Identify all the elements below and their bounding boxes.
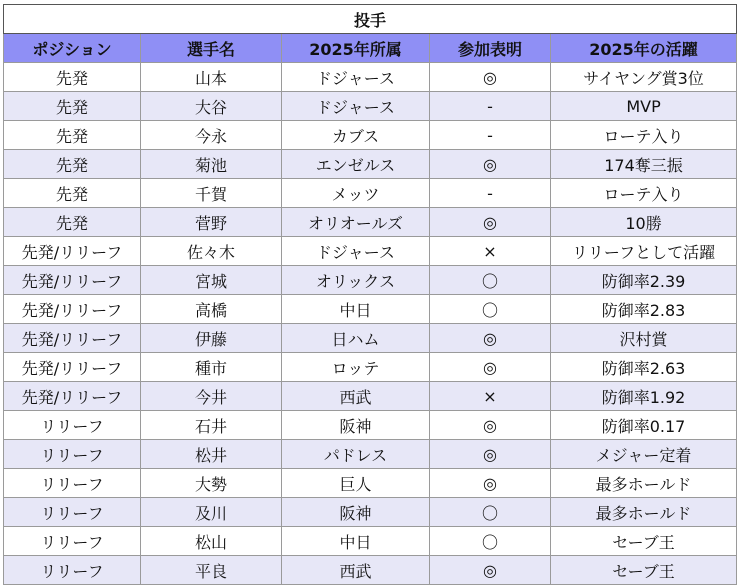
- team-cell: 中日: [282, 295, 430, 324]
- table-row: [4, 527, 737, 556]
- position-cell: 先発/リリーフ: [4, 324, 141, 353]
- team-cell: カブス: [282, 121, 430, 150]
- position-cell: リリーフ: [4, 498, 141, 527]
- participation-cell: ×: [430, 237, 551, 266]
- player-name-cell: 平良: [141, 556, 282, 585]
- header-position: ポジション: [4, 34, 141, 63]
- team-cell: 中日: [282, 527, 430, 556]
- player-name-cell: 松山: [141, 527, 282, 556]
- table-row: [4, 440, 737, 469]
- player-name-cell: 高橋: [141, 295, 282, 324]
- position-cell: 先発: [4, 150, 141, 179]
- player-name-cell: 大勢: [141, 469, 282, 498]
- performance-cell: ローテ入り: [551, 179, 737, 208]
- table-row: [4, 295, 737, 324]
- position-cell: 先発/リリーフ: [4, 237, 141, 266]
- table-row: [4, 150, 737, 179]
- team-cell: オリオールズ: [282, 208, 430, 237]
- performance-cell: メジャー定着: [551, 440, 737, 469]
- participation-cell: ◎: [430, 353, 551, 382]
- player-name-cell: 今井: [141, 382, 282, 411]
- performance-cell: ローテ入り: [551, 121, 737, 150]
- participation-cell: -: [430, 121, 551, 150]
- player-name-cell: 及川: [141, 498, 282, 527]
- position-cell: リリーフ: [4, 411, 141, 440]
- participation-cell: 〇: [430, 266, 551, 295]
- table-row: [4, 556, 737, 585]
- player-name-cell: 松井: [141, 440, 282, 469]
- team-cell: メッツ: [282, 179, 430, 208]
- team-cell: ドジャース: [282, 63, 430, 92]
- player-name-cell: 大谷: [141, 92, 282, 121]
- team-cell: 西武: [282, 556, 430, 585]
- position-cell: 先発: [4, 208, 141, 237]
- participation-cell: -: [430, 92, 551, 121]
- performance-cell: 防御率0.17: [551, 411, 737, 440]
- participation-cell: -: [430, 179, 551, 208]
- participation-cell: ◎: [430, 150, 551, 179]
- player-name-cell: 千賀: [141, 179, 282, 208]
- table-row: [4, 92, 737, 121]
- performance-cell: サイヤング賞3位: [551, 63, 737, 92]
- position-cell: リリーフ: [4, 527, 141, 556]
- table-row: [4, 63, 737, 92]
- player-name-cell: 菅野: [141, 208, 282, 237]
- position-cell: 先発: [4, 92, 141, 121]
- team-cell: ロッテ: [282, 353, 430, 382]
- participation-cell: ◎: [430, 324, 551, 353]
- team-cell: ドジャース: [282, 92, 430, 121]
- performance-cell: MVP: [551, 92, 737, 121]
- table-row: [4, 498, 737, 527]
- participation-cell: ×: [430, 382, 551, 411]
- table-row: [4, 121, 737, 150]
- position-cell: リリーフ: [4, 440, 141, 469]
- participation-cell: ◎: [430, 208, 551, 237]
- performance-cell: 防御率2.83: [551, 295, 737, 324]
- participation-cell: 〇: [430, 527, 551, 556]
- performance-cell: 最多ホールド: [551, 469, 737, 498]
- performance-cell: セーブ王: [551, 527, 737, 556]
- position-cell: 先発/リリーフ: [4, 295, 141, 324]
- position-cell: 先発: [4, 63, 141, 92]
- performance-cell: 最多ホールド: [551, 498, 737, 527]
- header-player-name: 選手名: [141, 34, 282, 63]
- position-cell: 先発: [4, 179, 141, 208]
- table-title: 投手: [4, 5, 737, 34]
- table-row: [4, 324, 737, 353]
- team-cell: エンゼルス: [282, 150, 430, 179]
- header-participation: 参加表明: [430, 34, 551, 63]
- performance-cell: 防御率1.92: [551, 382, 737, 411]
- performance-cell: 防御率2.39: [551, 266, 737, 295]
- position-cell: リリーフ: [4, 556, 141, 585]
- header-team-2025: 2025年所属: [282, 34, 430, 63]
- player-name-cell: 菊池: [141, 150, 282, 179]
- player-name-cell: 宮城: [141, 266, 282, 295]
- performance-cell: 防御率2.63: [551, 353, 737, 382]
- table-row: [4, 266, 737, 295]
- team-cell: パドレス: [282, 440, 430, 469]
- player-name-cell: 佐々木: [141, 237, 282, 266]
- performance-cell: 沢村賞: [551, 324, 737, 353]
- team-cell: 阪神: [282, 411, 430, 440]
- header-performance-2025: 2025年の活躍: [551, 34, 737, 63]
- team-cell: ドジャース: [282, 237, 430, 266]
- participation-cell: ◎: [430, 440, 551, 469]
- team-cell: 日ハム: [282, 324, 430, 353]
- participation-cell: ◎: [430, 63, 551, 92]
- player-name-cell: 伊藤: [141, 324, 282, 353]
- header-row: [4, 34, 737, 63]
- player-name-cell: 石井: [141, 411, 282, 440]
- participation-cell: 〇: [430, 295, 551, 324]
- player-name-cell: 山本: [141, 63, 282, 92]
- table-row: [4, 382, 737, 411]
- performance-cell: 174奪三振: [551, 150, 737, 179]
- pitchers-table: [3, 4, 737, 585]
- team-cell: 阪神: [282, 498, 430, 527]
- position-cell: 先発/リリーフ: [4, 353, 141, 382]
- table-row: [4, 179, 737, 208]
- player-name-cell: 種市: [141, 353, 282, 382]
- participation-cell: ◎: [430, 469, 551, 498]
- participation-cell: ◎: [430, 411, 551, 440]
- table-row: [4, 469, 737, 498]
- table-row: [4, 237, 737, 266]
- table-row: [4, 208, 737, 237]
- team-cell: オリックス: [282, 266, 430, 295]
- position-cell: 先発/リリーフ: [4, 266, 141, 295]
- performance-cell: セーブ王: [551, 556, 737, 585]
- team-cell: 巨人: [282, 469, 430, 498]
- table-row: [4, 411, 737, 440]
- player-name-cell: 今永: [141, 121, 282, 150]
- performance-cell: リリーフとして活躍: [551, 237, 737, 266]
- participation-cell: ◎: [430, 556, 551, 585]
- position-cell: リリーフ: [4, 469, 141, 498]
- table-row: [4, 353, 737, 382]
- position-cell: 先発/リリーフ: [4, 382, 141, 411]
- position-cell: 先発: [4, 121, 141, 150]
- team-cell: 西武: [282, 382, 430, 411]
- participation-cell: 〇: [430, 498, 551, 527]
- performance-cell: 10勝: [551, 208, 737, 237]
